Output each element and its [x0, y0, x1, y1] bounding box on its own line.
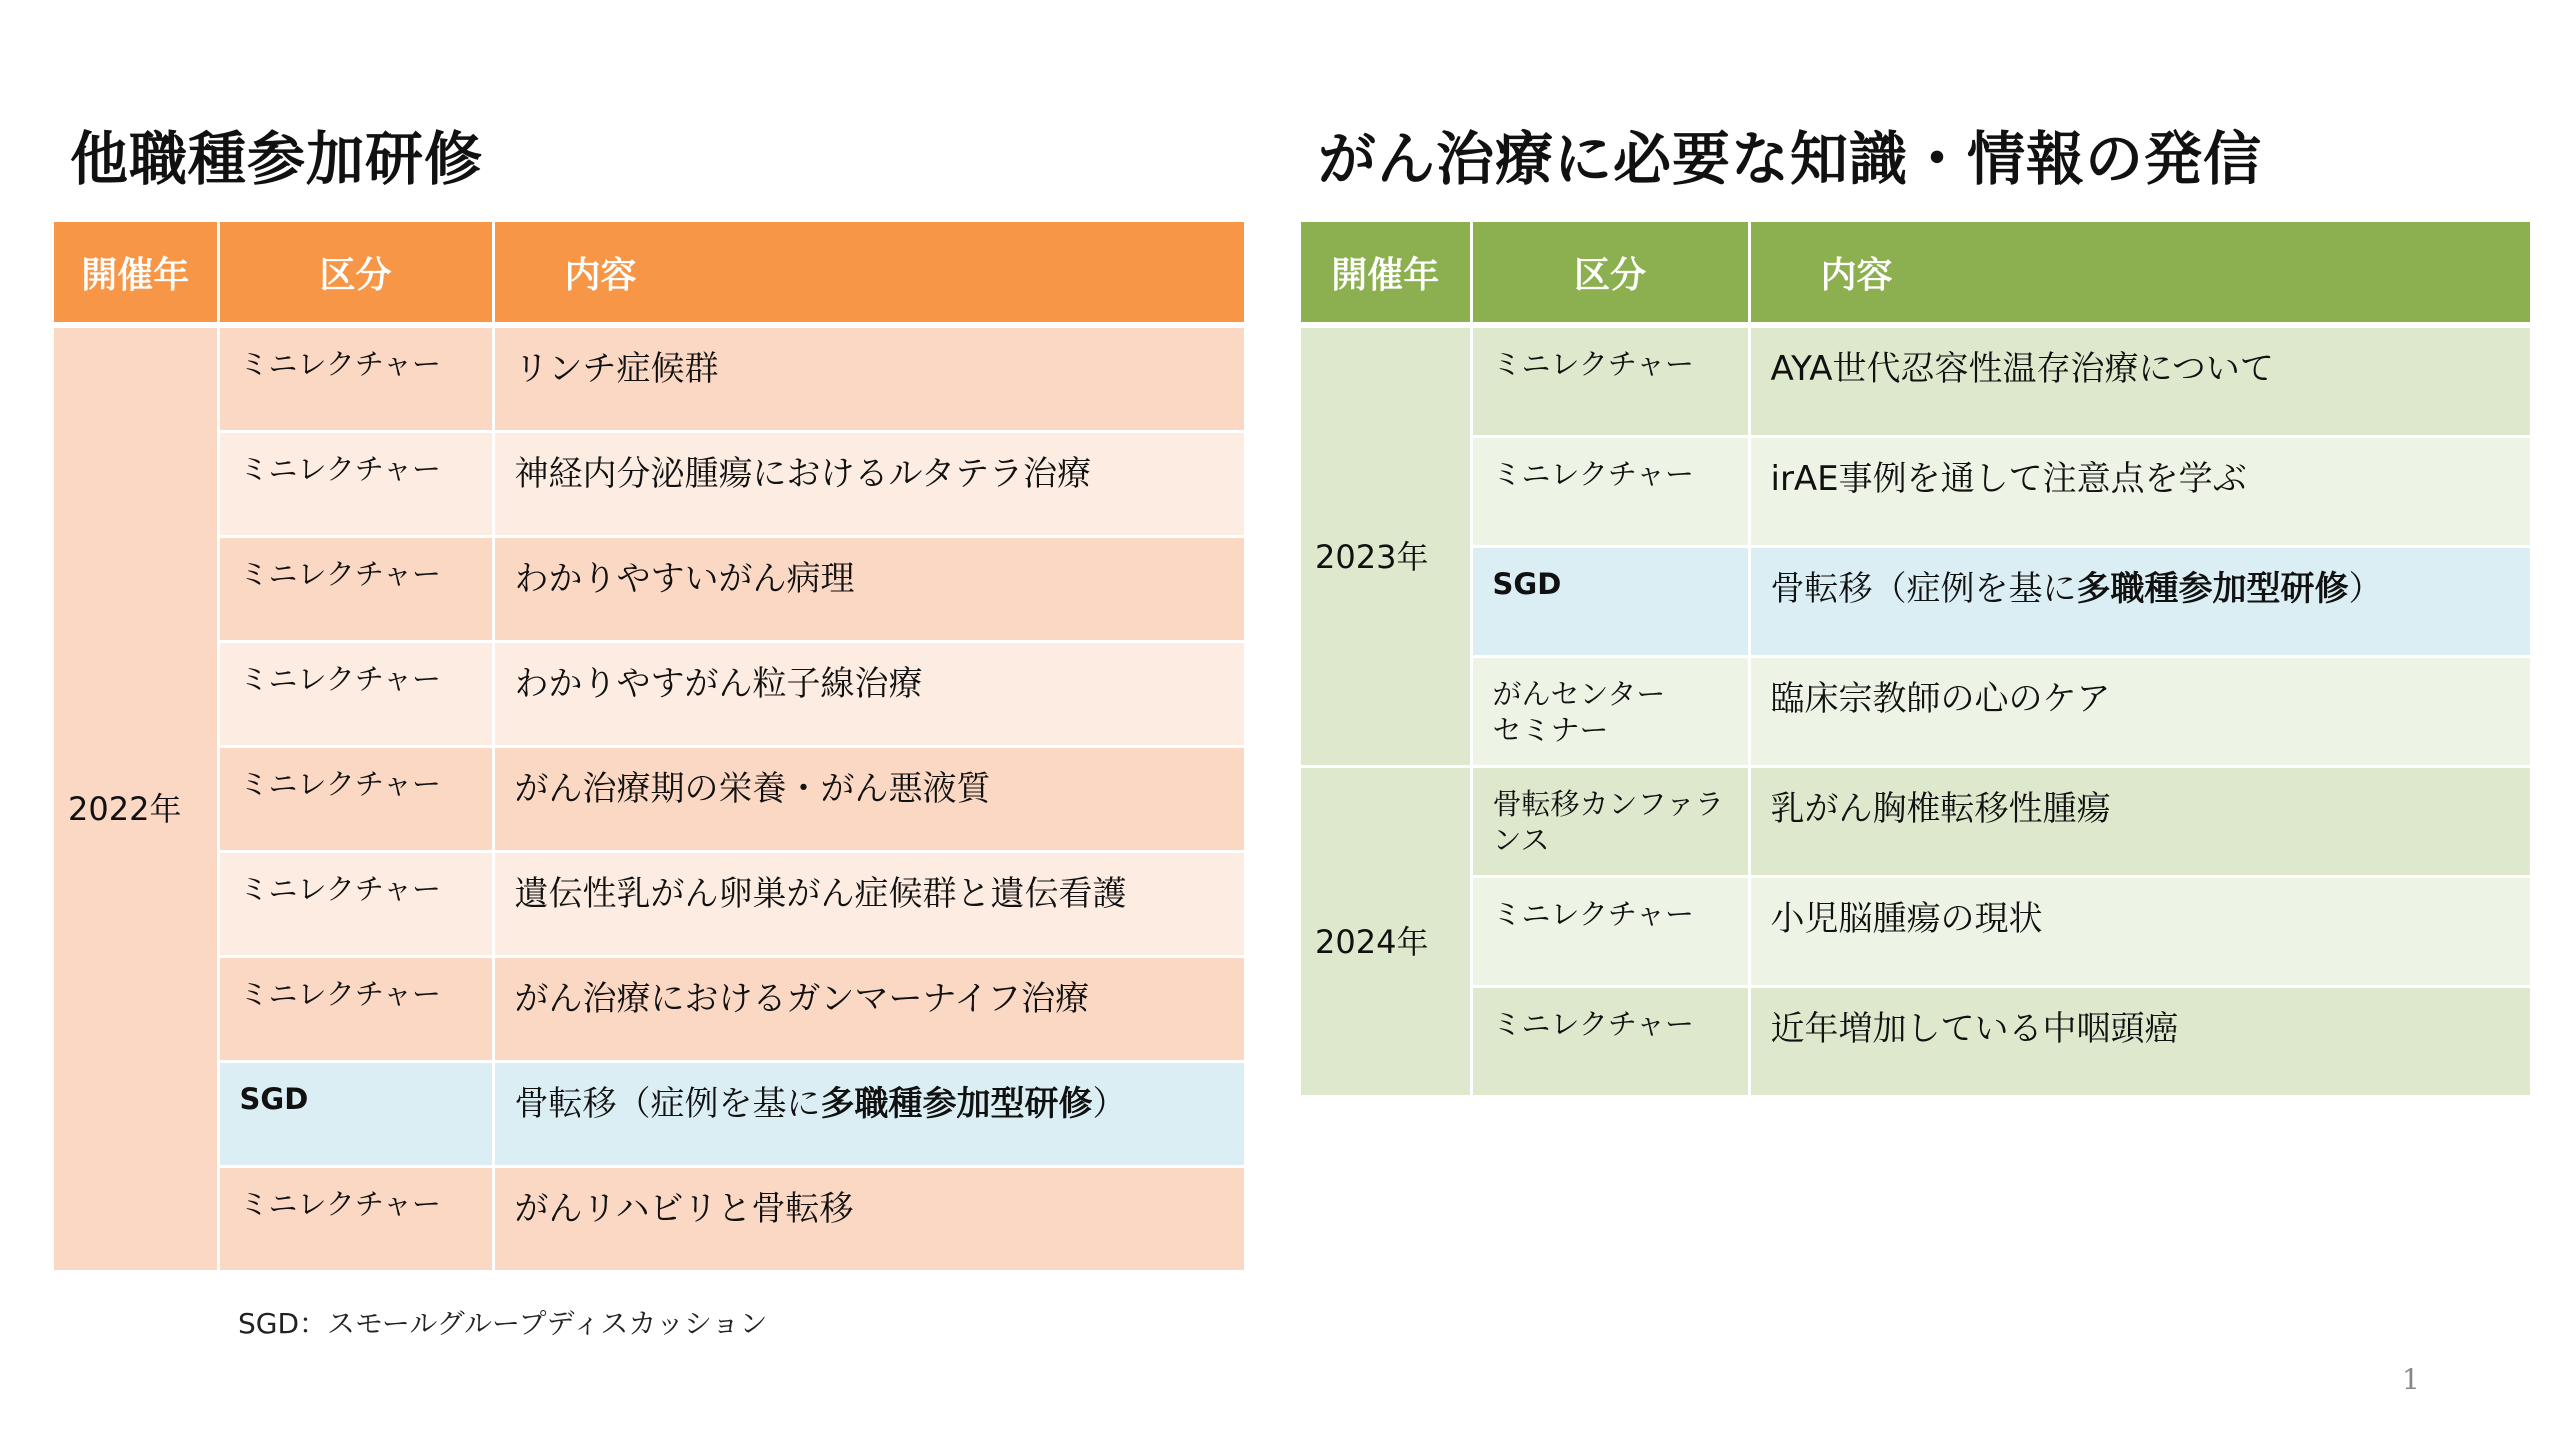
header-category: 区分 — [218, 222, 493, 325]
category-line: 骨転移カンファラ — [1492, 787, 1724, 821]
category-cell: ミニレクチャー — [218, 852, 493, 957]
content-cell: がん治療におけるガンマーナイフ治療 — [493, 957, 1244, 1062]
table-row — [1301, 767, 2530, 877]
table-row — [54, 432, 1244, 537]
left-section-title: 他職種参加研修 — [70, 125, 484, 193]
header-content: 内容 — [1749, 222, 2530, 325]
content-emphasis: 多職種参加型研修 — [2076, 569, 2349, 609]
category-cell: ミニレクチャー — [218, 537, 493, 642]
table-header-row — [54, 222, 1244, 325]
content-cell: 乳がん胸椎転移性腫瘍 — [1749, 767, 2530, 877]
category-cell: ミニレクチャー — [1471, 987, 1749, 1097]
content-cell: 小児脳腫瘍の現状 — [1749, 877, 2530, 987]
page-number: 1 — [2402, 1363, 2420, 1396]
content-cell: irAE事例を通して注意点を学ぶ — [1749, 437, 2530, 547]
right-section-title: がん治療に必要な知識・情報の発信 — [1318, 125, 2263, 193]
content-cell: リンチ症候群 — [493, 325, 1244, 432]
right-information-table — [1301, 222, 2530, 1098]
header-category: 区分 — [1471, 222, 1749, 325]
footnote: SGD：スモールグループディスカッション — [238, 1307, 768, 1340]
table-row — [54, 642, 1244, 747]
header-content: 内容 — [493, 222, 1244, 325]
table-row — [1301, 437, 2530, 547]
content-cell: 遺伝性乳がん卵巣がん症候群と遺伝看護 — [493, 852, 1244, 957]
content-cell: がんリハビリと骨転移 — [493, 1167, 1244, 1272]
category-cell: ミニレクチャー — [218, 957, 493, 1062]
category-line: ンス — [1492, 823, 1550, 858]
content-cell: 臨床宗教師の心のケア — [1749, 657, 2530, 767]
content-cell — [493, 1062, 1244, 1167]
category-cell: ミニレクチャー — [218, 325, 493, 432]
table-row — [54, 747, 1244, 852]
table-row — [54, 1062, 1244, 1167]
table-row — [54, 852, 1244, 957]
category-cell — [1471, 767, 1749, 877]
content-cell: わかりやすいがん病理 — [493, 537, 1244, 642]
year-cell: 2022年 — [54, 325, 218, 1272]
content-cell: AYA世代忍容性温存治療について — [1749, 325, 2530, 437]
table-row — [1301, 547, 2530, 657]
table-row — [1301, 987, 2530, 1097]
category-cell — [1471, 657, 1749, 767]
content-cell: 近年増加している中咽頭癌 — [1749, 987, 2530, 1097]
content-cell — [1749, 547, 2530, 657]
left-training-table — [54, 222, 1244, 1273]
table-row — [1301, 325, 2530, 437]
category-cell: SGD — [1471, 547, 1749, 657]
content-cell: がん治療期の栄養・がん悪液質 — [493, 747, 1244, 852]
year-cell: 2023年 — [1301, 325, 1471, 767]
content-emphasis: 多職種参加型研修 — [820, 1084, 1093, 1124]
table-header-row — [1301, 222, 2530, 325]
table-row — [54, 325, 1244, 432]
table-row — [54, 1167, 1244, 1272]
content-text: ） — [1092, 1084, 1127, 1124]
content-text: ） — [2348, 569, 2383, 609]
content-cell: 神経内分泌腫瘍におけるルタテラ治療 — [493, 432, 1244, 537]
category-cell: ミニレクチャー — [218, 432, 493, 537]
header-year: 開催年 — [1301, 222, 1471, 325]
category-cell: SGD — [218, 1062, 493, 1167]
category-cell: ミニレクチャー — [218, 1167, 493, 1272]
table-row — [54, 537, 1244, 642]
category-line: がんセンター — [1492, 677, 1666, 711]
content-cell: わかりやすがん粒子線治療 — [493, 642, 1244, 747]
content-text: 骨転移（症例を基に — [514, 1084, 821, 1124]
category-line: セミナー — [1492, 713, 1609, 748]
table-row — [1301, 657, 2530, 767]
category-cell: ミニレクチャー — [1471, 877, 1749, 987]
content-text: 骨転移（症例を基に — [1770, 569, 2077, 609]
category-cell: ミニレクチャー — [1471, 325, 1749, 437]
year-cell: 2024年 — [1301, 767, 1471, 1097]
category-cell: ミニレクチャー — [218, 642, 493, 747]
table-row — [54, 957, 1244, 1062]
category-cell: ミニレクチャー — [218, 747, 493, 852]
header-year: 開催年 — [54, 222, 218, 325]
category-cell: ミニレクチャー — [1471, 437, 1749, 547]
table-row — [1301, 877, 2530, 987]
